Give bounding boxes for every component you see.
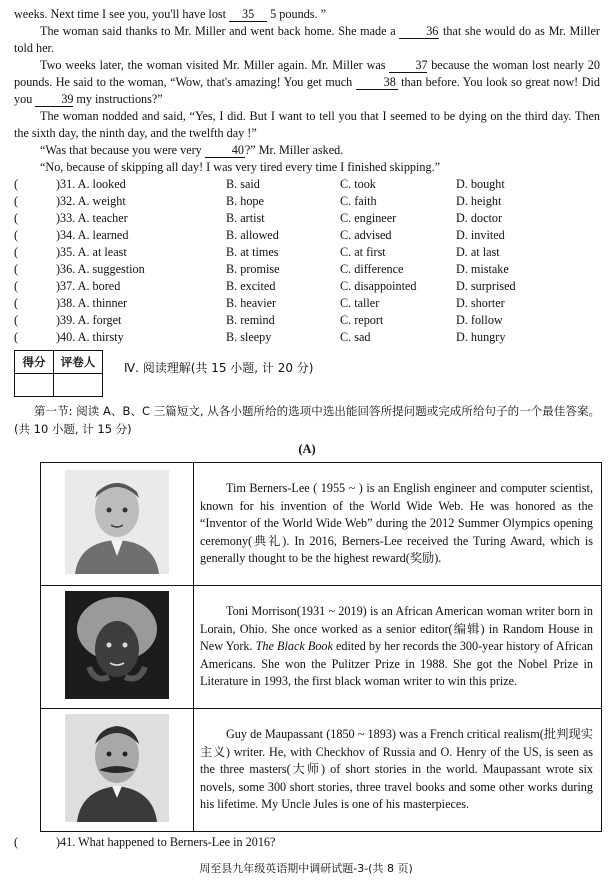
question-row[interactable]	[14, 261, 600, 278]
option-b: B. excited	[226, 279, 276, 293]
option-c: C. disappointed	[340, 279, 417, 293]
passage-text: weeks. Next time I see you, you'll have lost	[14, 7, 230, 21]
blank-38: 38	[356, 76, 398, 90]
passage-text: that she would do as Mr. Miller told her.	[14, 24, 600, 55]
option-d: D. doctor	[456, 211, 503, 225]
answer-paren[interactable]: (	[14, 211, 19, 225]
question-41-text: )41. What happened to Berners-Lee in 2016?	[56, 835, 276, 849]
option-b: B. artist	[226, 211, 265, 225]
page-footer: 周至县九年级英语期中调研试题-3-(共 8 页)	[199, 862, 413, 875]
answer-paren[interactable]: (	[14, 296, 19, 310]
option-d: D. surprised	[456, 279, 516, 293]
option-b: B. sleepy	[226, 330, 272, 344]
question-row[interactable]	[14, 312, 600, 329]
passage-text: “Was that because you were very	[40, 143, 205, 157]
passage-text: Two weeks later, the woman visited Mr. Miller again. Mr. Miller was	[40, 58, 390, 72]
section-header	[14, 350, 600, 402]
option-c: C. at first	[340, 245, 386, 259]
question-row[interactable]	[14, 176, 600, 193]
portrait-berners-lee	[65, 470, 169, 574]
option-c: C. faith	[340, 194, 377, 208]
bio-text-cell	[194, 586, 602, 709]
question-row[interactable]	[14, 227, 600, 244]
answer-paren[interactable]: (	[14, 262, 19, 276]
option-a: )32. A. weight	[56, 194, 126, 208]
answer-paren[interactable]: (	[14, 228, 19, 242]
score-cell[interactable]	[15, 374, 54, 397]
section-title: Ⅳ. 阅读理解(共 15 小题, 计 20 分)	[124, 361, 314, 375]
portrait-morrison	[65, 591, 169, 699]
option-a: )38. A. thinner	[56, 296, 128, 310]
blank-39: 39	[35, 93, 73, 107]
option-a: )37. A. bored	[56, 279, 121, 293]
passage-text: because the woman lost nearly 20 pounds. He said to the woman, “Wow, that's amazing! You get much	[14, 58, 600, 89]
option-d: D. hungry	[456, 330, 506, 344]
answer-paren[interactable]: (	[14, 313, 19, 327]
option-c: C. advised	[340, 228, 392, 242]
question-row[interactable]	[14, 295, 600, 312]
blank-37: 37	[389, 59, 427, 73]
passage-paragraph-1	[14, 23, 600, 57]
score-box	[14, 350, 103, 397]
bio-text: edited by her records the 300-year history of African Americans. She won the Pulitzer Prize in 1988. She got the Nobel Prize in Literature in 1993, the first black woman writer to win this prize.	[200, 639, 593, 689]
bio-morrison	[200, 603, 593, 690]
option-a: )31. A. looked	[56, 177, 126, 191]
answer-paren[interactable]: (	[14, 835, 19, 849]
option-b: B. at times	[226, 245, 279, 259]
passage-text: ?” Mr. Miller asked.	[244, 143, 344, 157]
blank-36: 36	[399, 25, 439, 39]
grader-label: 评卷人	[54, 351, 103, 374]
option-d: D. invited	[456, 228, 505, 242]
option-c: C. took	[340, 177, 376, 191]
bio-maupassant: Guy de Maupassant (1850 ~ 1893) was a French critical realism(批判现实主义) writer. He, with Checkhov of Russia and O. Henry of the US, is seen as the three masters(大师) of short stories in the world. Maupassant wrote six novels, some 300 short stories, three travel books and some other works during his lifetime. My Uncle Jules is one of his masterpieces.	[200, 727, 593, 812]
blank-40: 40	[205, 144, 245, 158]
passage-text: than before. You look so great now! Did you	[14, 75, 600, 106]
question-list	[14, 176, 600, 346]
option-c: C. taller	[340, 296, 380, 310]
bio-text: Toni Morrison(1931 ~ 2019) is an African American woman writer born in Lorain, Ohio. She once worked as a senior editor(编辑) in Random House in New York.	[200, 604, 593, 654]
question-row[interactable]	[14, 244, 600, 261]
passage-text: my instructions?”	[73, 92, 163, 106]
bio-row	[41, 463, 602, 586]
option-d: D. height	[456, 194, 502, 208]
option-b: B. heavier	[226, 296, 277, 310]
bio-berners-lee: Tim Berners-Lee ( 1955 ~ ) is an English engineer and computer scientist, known for his invention of the World Wide Web. He was honored as the “Inventor of the World Wide Web” during the 2012 Summer Olympics opening ceremony(典礼). In 2016, Berners-Lee received the Turing Award, which is generally thought to be the highest reward(奖励).	[200, 481, 593, 566]
option-a: )35. A. at least	[56, 245, 127, 259]
option-d: D. shorter	[456, 296, 505, 310]
blank-35: 35	[229, 8, 267, 22]
option-c: C. difference	[340, 262, 404, 276]
grader-cell[interactable]	[54, 374, 103, 397]
score-label: 得分	[15, 351, 54, 374]
option-d: D. mistake	[456, 262, 509, 276]
answer-paren[interactable]: (	[14, 245, 19, 259]
portrait-cell	[41, 586, 194, 709]
option-b: B. said	[226, 177, 260, 191]
question-row[interactable]	[14, 329, 600, 346]
book-title: The Black Book	[255, 639, 333, 654]
passage-paragraph-2	[14, 57, 600, 108]
option-a: )36. A. suggestion	[56, 262, 145, 276]
question-row[interactable]	[14, 210, 600, 227]
option-c: C. sad	[340, 330, 371, 344]
section-intro: 第一节: 阅读 A、B、C 三篇短文, 从各小题所给的选项中选出能回答所提问题或完成所给句子的一个最佳答案。(共 10 小题, 计 15 分)	[14, 404, 600, 436]
passage-paragraph-5: “No, because of skipping all day! I was very tired every time I finished skipping.”	[40, 160, 441, 174]
option-d: D. follow	[456, 313, 503, 327]
exam-page	[14, 6, 600, 851]
question-row[interactable]	[14, 278, 600, 295]
bio-text-cell	[194, 709, 602, 832]
option-a: )40. A. thirsty	[56, 330, 124, 344]
option-b: B. allowed	[226, 228, 279, 242]
option-b: B. hope	[226, 194, 264, 208]
option-a: )39. A. forget	[56, 313, 122, 327]
bio-table	[40, 462, 602, 832]
question-row[interactable]	[14, 193, 600, 210]
answer-paren[interactable]: (	[14, 330, 19, 344]
bio-row	[41, 586, 602, 709]
passage-paragraph-3: The woman nodded and said, “Yes, I did. But I want to tell you that I seemed to be dying on the third day. Then the sixth day, the ninth day, and the twelfth day !”	[14, 109, 600, 140]
answer-paren[interactable]: (	[14, 194, 19, 208]
portrait-maupassant	[65, 714, 169, 822]
option-c: C. report	[340, 313, 384, 327]
part-label: (A)	[298, 442, 316, 456]
option-b: B. remind	[226, 313, 275, 327]
passage-text: 5 pounds. ”	[267, 7, 326, 21]
answer-paren[interactable]: (	[14, 177, 19, 191]
option-a: )34. A. learned	[56, 228, 129, 242]
bio-text-cell	[194, 463, 602, 586]
option-c: C. engineer	[340, 211, 397, 225]
passage-line-0	[14, 6, 600, 23]
option-d: D. bought	[456, 177, 505, 191]
passage-paragraph-4	[14, 142, 600, 159]
question-41[interactable]	[14, 834, 600, 851]
passage-text: The woman said thanks to Mr. Miller and went back home. She made a	[40, 24, 400, 38]
option-d: D. at last	[456, 245, 500, 259]
portrait-cell	[41, 463, 194, 586]
answer-paren[interactable]: (	[14, 279, 19, 293]
bio-row	[41, 709, 602, 832]
portrait-cell	[41, 709, 194, 832]
option-a: )33. A. teacher	[56, 211, 128, 225]
option-b: B. promise	[226, 262, 280, 276]
